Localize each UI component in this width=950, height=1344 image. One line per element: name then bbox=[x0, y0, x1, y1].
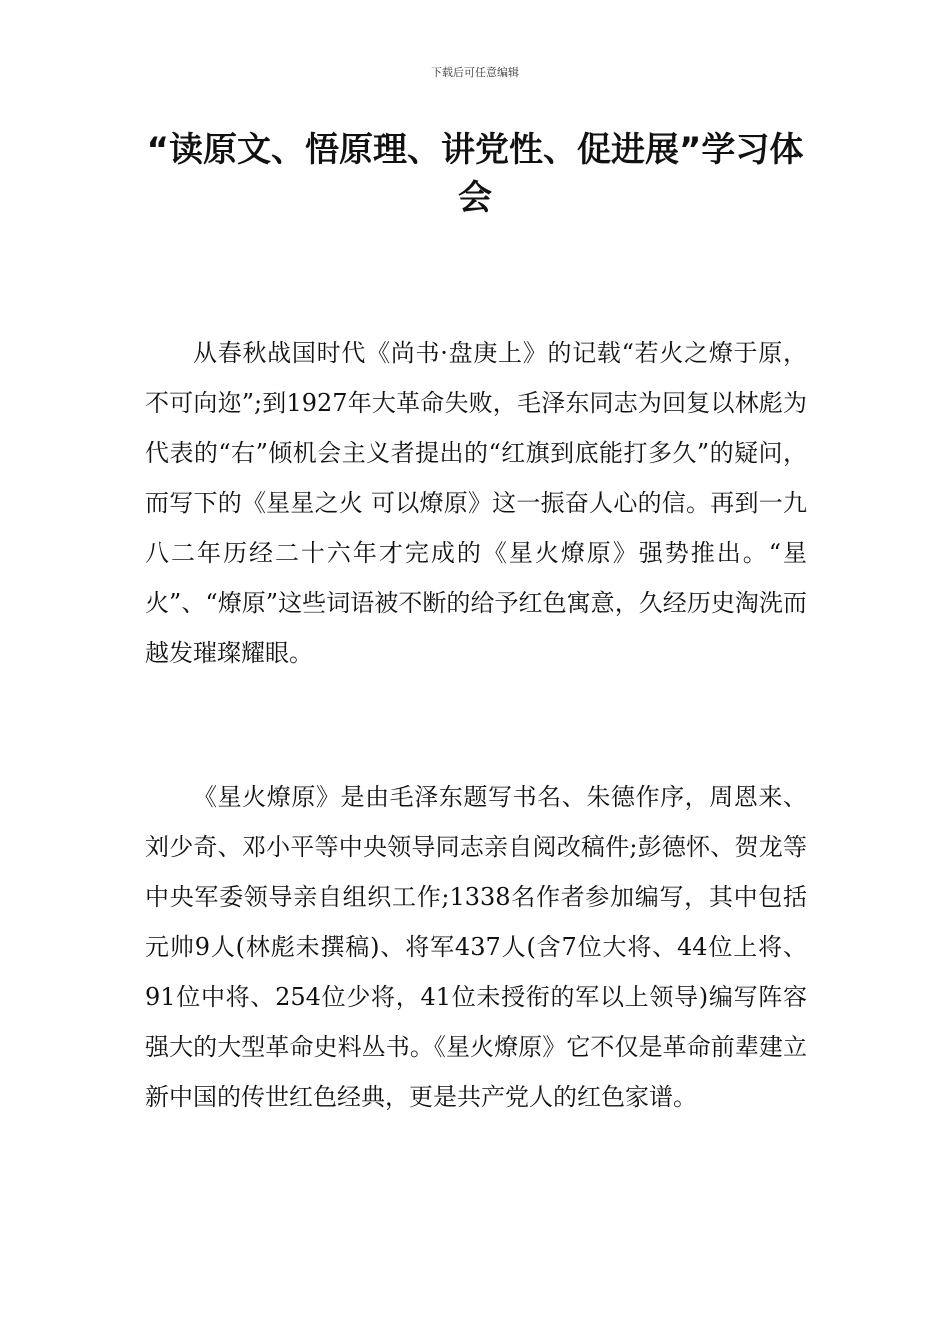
body-paragraph-2: 《星火燎原》是由毛泽东题写书名、朱德作序，周恩来、刘少奇、邓小平等中央领导同志亲自阅改稿件;彭德怀、贺龙等中央军委领导亲自组织工作;1338名作者参加编写，其中包括元帅9人(林彪未撰稿)、将军437人(含7位大将、44位上将、91位中将、254位少将，41位未授衔的军以上领导)编写阵容强大的大型革命史料丛书。《星火燎原》它不仅是革命前辈建立新中国的传世红色经典，更是共产党人的红色家谱。 bbox=[145, 783, 807, 1111]
header-note: 下载后可任意编辑 bbox=[431, 66, 519, 79]
body-paragraph-1: 从春秋战国时代《尚书·盘庚上》的记载“若火之燎于原，不可向迩”;到1927年大革命失败，毛泽东同志为回复以林彪为代表的“右”倾机会主义者提出的“红旗到底能打多久”的疑问，而写下的《星星之火 可以燎原》这一振奋人心的信。再到一九八二年历经二十六年才完成的《星火燎原》强势推出。“星火”、“燎原”这些词语被不断的给予红色寓意，久经历史淘洗而越发璀璨耀眼。 bbox=[145, 339, 807, 667]
document-title: “读原文、悟原理、讲党性、促进展”学习体会 bbox=[146, 130, 804, 218]
